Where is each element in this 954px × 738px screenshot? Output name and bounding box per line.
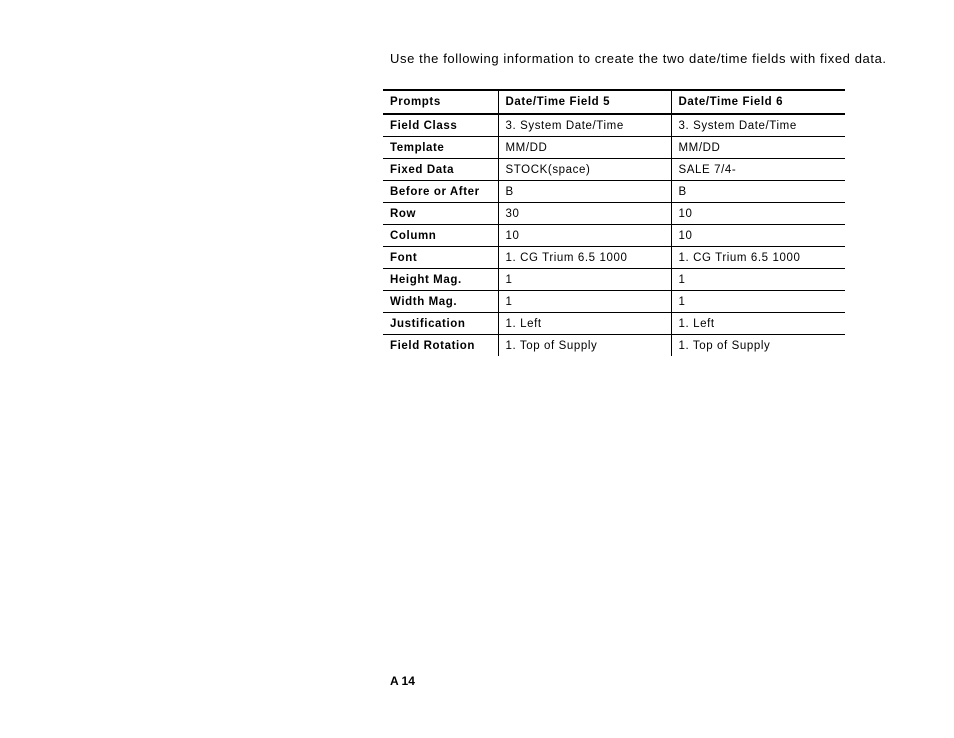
field-5-value: 1. CG Trium 6.5 1000	[498, 247, 671, 269]
row-label: Column	[383, 225, 498, 247]
row-label: Font	[383, 247, 498, 269]
table-row	[383, 137, 845, 159]
table-row	[383, 181, 845, 203]
table-row	[383, 313, 845, 335]
row-label: Justification	[383, 313, 498, 335]
row-label: Field Class	[383, 114, 498, 137]
table-row	[383, 335, 845, 357]
field-6-value: 1	[671, 269, 845, 291]
field-6-value: 3. System Date/Time	[671, 114, 845, 137]
field-6-value: 10	[671, 225, 845, 247]
field-6-value: 1. CG Trium 6.5 1000	[671, 247, 845, 269]
table-row	[383, 203, 845, 225]
field-6-value: 1. Top of Supply	[671, 335, 845, 357]
field-5-value: 30	[498, 203, 671, 225]
table-row	[383, 159, 845, 181]
row-label: Row	[383, 203, 498, 225]
row-label: Width Mag.	[383, 291, 498, 313]
field-5-value: 1	[498, 291, 671, 313]
field-5-value: STOCK(space)	[498, 159, 671, 181]
field-6-value: 10	[671, 203, 845, 225]
field-5-value: 3. System Date/Time	[498, 114, 671, 137]
field-5-value: B	[498, 181, 671, 203]
row-label: Field Rotation	[390, 339, 476, 352]
header-field-6: Date/Time Field 6	[671, 90, 845, 114]
field-6-value: B	[671, 181, 845, 203]
table-row	[383, 114, 845, 137]
row-label: Fixed Data	[383, 159, 498, 181]
row-label: Before or After	[383, 181, 498, 203]
intro-paragraph: Use the following information to create the two date/time fields with fixed data.	[390, 51, 887, 66]
date-time-fields-table	[383, 89, 845, 356]
row-label: Height Mag.	[383, 269, 498, 291]
table-row	[383, 269, 845, 291]
header-prompts: Prompts	[383, 90, 498, 114]
field-6-value: SALE 7/4-	[671, 159, 845, 181]
field-6-value: 1	[671, 291, 845, 313]
table-header-row	[383, 90, 845, 114]
row-label: Template	[383, 137, 498, 159]
field-5-value: 1. Top of Supply	[498, 335, 671, 357]
table-row	[383, 291, 845, 313]
table-row	[383, 225, 845, 247]
field-5-value: 10	[498, 225, 671, 247]
table-row	[383, 247, 845, 269]
field-5-value: 1. Left	[498, 313, 671, 335]
header-field-5: Date/Time Field 5	[498, 90, 671, 114]
field-5-value: MM/DD	[498, 137, 671, 159]
field-6-value: 1. Left	[671, 313, 845, 335]
field-6-value: MM/DD	[671, 137, 845, 159]
page-number: A 14	[390, 674, 415, 688]
field-5-value: 1	[498, 269, 671, 291]
